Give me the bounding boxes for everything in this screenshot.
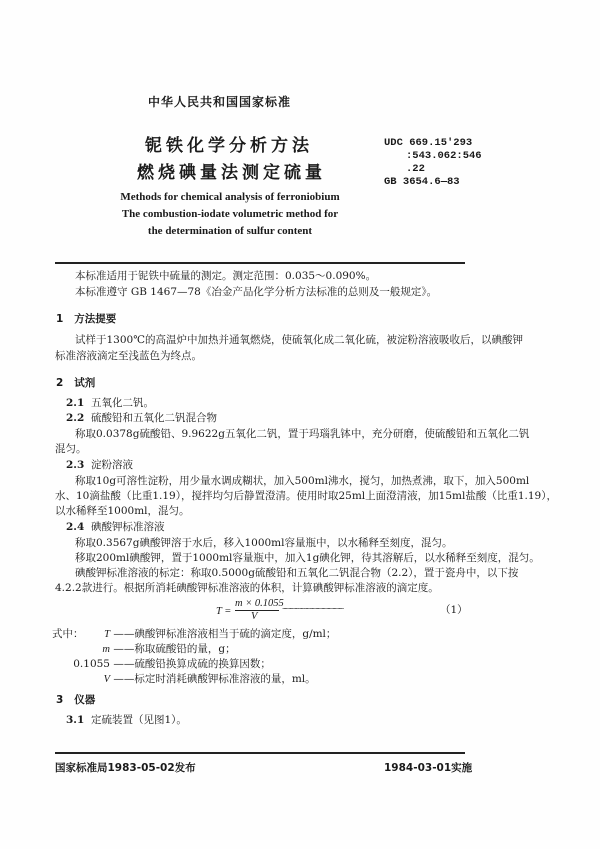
sub-title: 淀粉溶液 — [90, 459, 133, 471]
s1-text-2: 标准溶液滴定至浅蓝色为终点。 — [55, 350, 202, 362]
s24 — [66, 521, 164, 534]
sub-title: 定硫装置（见图1）。 — [90, 714, 187, 726]
header-rule — [55, 262, 465, 264]
sub-number: 3.1 — [66, 714, 85, 726]
s24-text-4: 4.2.2款进行。根据所消耗碘酸钾标准溶液的体积，计算碘酸钾标准溶液的滴定度。 — [55, 582, 439, 594]
title-line-1: 铌铁化学分析方法 — [145, 136, 313, 156]
issued-date: 国家标准局1983-05-02发布 — [55, 762, 196, 774]
section-3-heading — [56, 694, 95, 707]
udc-line-2: :543.062:546 — [406, 150, 482, 162]
intro-1: 本标准适用于铌铁中硫量的测定。测定范围：0.035～0.090%。 — [75, 270, 377, 282]
var-desc: ——标定时消耗碘酸钾标准溶液的量，ml。 — [113, 673, 316, 685]
section-title: 方法提要 — [74, 313, 117, 325]
intro-2: 本标准遵守 GB 1467—78《冶金产品化学分析方法标准的总则及一般规定》。 — [75, 286, 438, 298]
where-label: 式中： — [52, 628, 84, 640]
s21 — [66, 397, 154, 410]
s24-text-3: 碘酸钾标准溶液的标定：称取0.5000g硫酸铅和五氧化二钒混合物（2.2），置于瓷舟中，以下按 — [75, 567, 519, 579]
var-desc: ——称取硫酸铅的量，g； — [113, 643, 236, 655]
s1-text-1: 试样于1300℃的高温炉中加热并通氧燃烧，使硫氧化成二氧化硫，被淀粉溶液吸收后，以碘酸钾 — [75, 334, 523, 346]
s23-text-3: 以水稀释至1000ml，混匀。 — [55, 505, 190, 517]
sub-number: 2.1 — [66, 397, 85, 409]
var-m — [90, 643, 236, 656]
s24-text-2: 移取200ml碘酸钾，置于1000ml容量瓶中，加入1g碘化钾，待其溶解后，以水稀释至刻度，混匀。 — [75, 552, 540, 564]
section-title: 仪器 — [74, 694, 96, 706]
s22 — [66, 412, 217, 425]
s31 — [66, 714, 187, 727]
footer-rule — [55, 752, 465, 754]
sub-title: 硫酸铅和五氧化二钒混合物 — [90, 412, 217, 424]
equation-number: （1） — [440, 604, 468, 616]
section-2-heading — [56, 377, 95, 390]
formula-leader-dots: ·················································· — [282, 605, 344, 613]
formula-denominator: V — [251, 611, 258, 622]
s24-text-1: 称取0.3567g碘酸钾溶于水后，移入1000ml容量瓶中，以水稀释至刻度，混匀。 — [75, 537, 453, 549]
s23 — [66, 459, 133, 472]
english-title-2: The combustion-iodate volumetric method for — [121, 208, 339, 220]
var-symbol: T — [104, 629, 110, 640]
sub-title: 碘酸钾标准溶液 — [90, 521, 165, 533]
var-V — [90, 673, 316, 686]
var-symbol: m — [102, 644, 110, 655]
sub-number: 2.2 — [66, 412, 85, 424]
section-number: 1 — [56, 313, 64, 325]
section-number: 2 — [56, 377, 64, 389]
var-factor — [65, 658, 271, 671]
title-line-2: 燃烧碘量法测定硫量 — [137, 163, 326, 183]
formula-1 — [216, 598, 476, 625]
english-title-3: the determination of sulfur content — [147, 225, 313, 237]
var-T — [90, 628, 336, 641]
var-desc: ——碘酸钾标准溶液相当于硫的滴定度，g/ml； — [113, 628, 337, 640]
var-symbol: 0.1055 — [73, 658, 110, 670]
effective-date: 1984-03-01实施 — [384, 762, 473, 774]
country-standard-heading: 中华人民共和国国家标准 — [148, 95, 292, 109]
s22-text-2: 混匀。 — [55, 443, 87, 455]
formula-numerator: m × 0.1055 — [235, 598, 284, 609]
section-title: 试剂 — [74, 377, 96, 389]
var-desc: ——硫酸铅换算成硫的换算因数； — [113, 658, 271, 670]
var-symbol: V — [103, 674, 110, 685]
s22-text-1: 称取0.0378g硫酸铅、9.9622g五氧化二钒，置于玛瑙乳钵中，充分研磨，使硫酸铅和五氧化二钒 — [75, 428, 530, 440]
section-number: 3 — [56, 694, 64, 706]
formula-lhs: T = — [216, 606, 232, 617]
section-1-heading — [56, 313, 116, 326]
udc-line-1: UDC 669.15′293 — [384, 137, 473, 149]
english-title-1: Methods for chemical analysis of ferroniobium — [120, 191, 340, 203]
sub-number: 2.4 — [66, 521, 85, 533]
sub-title: 五氧化二钒。 — [90, 397, 154, 409]
sub-number: 2.3 — [66, 459, 85, 471]
s23-text-2: 水、10滴盐酸（比重1.19），搅拌均匀后静置澄清。使用时取25ml上面澄清液，加15ml盐酸（比重1.19）， — [55, 490, 557, 502]
udc-line-3: .22 — [406, 163, 425, 175]
gb-number: GB 3654.6—83 — [384, 176, 460, 188]
s23-text-1: 称取10g可溶性淀粉，用少量水调成糊状，加入500ml沸水，搅匀，加热煮沸，取下，加入500ml — [75, 475, 530, 487]
